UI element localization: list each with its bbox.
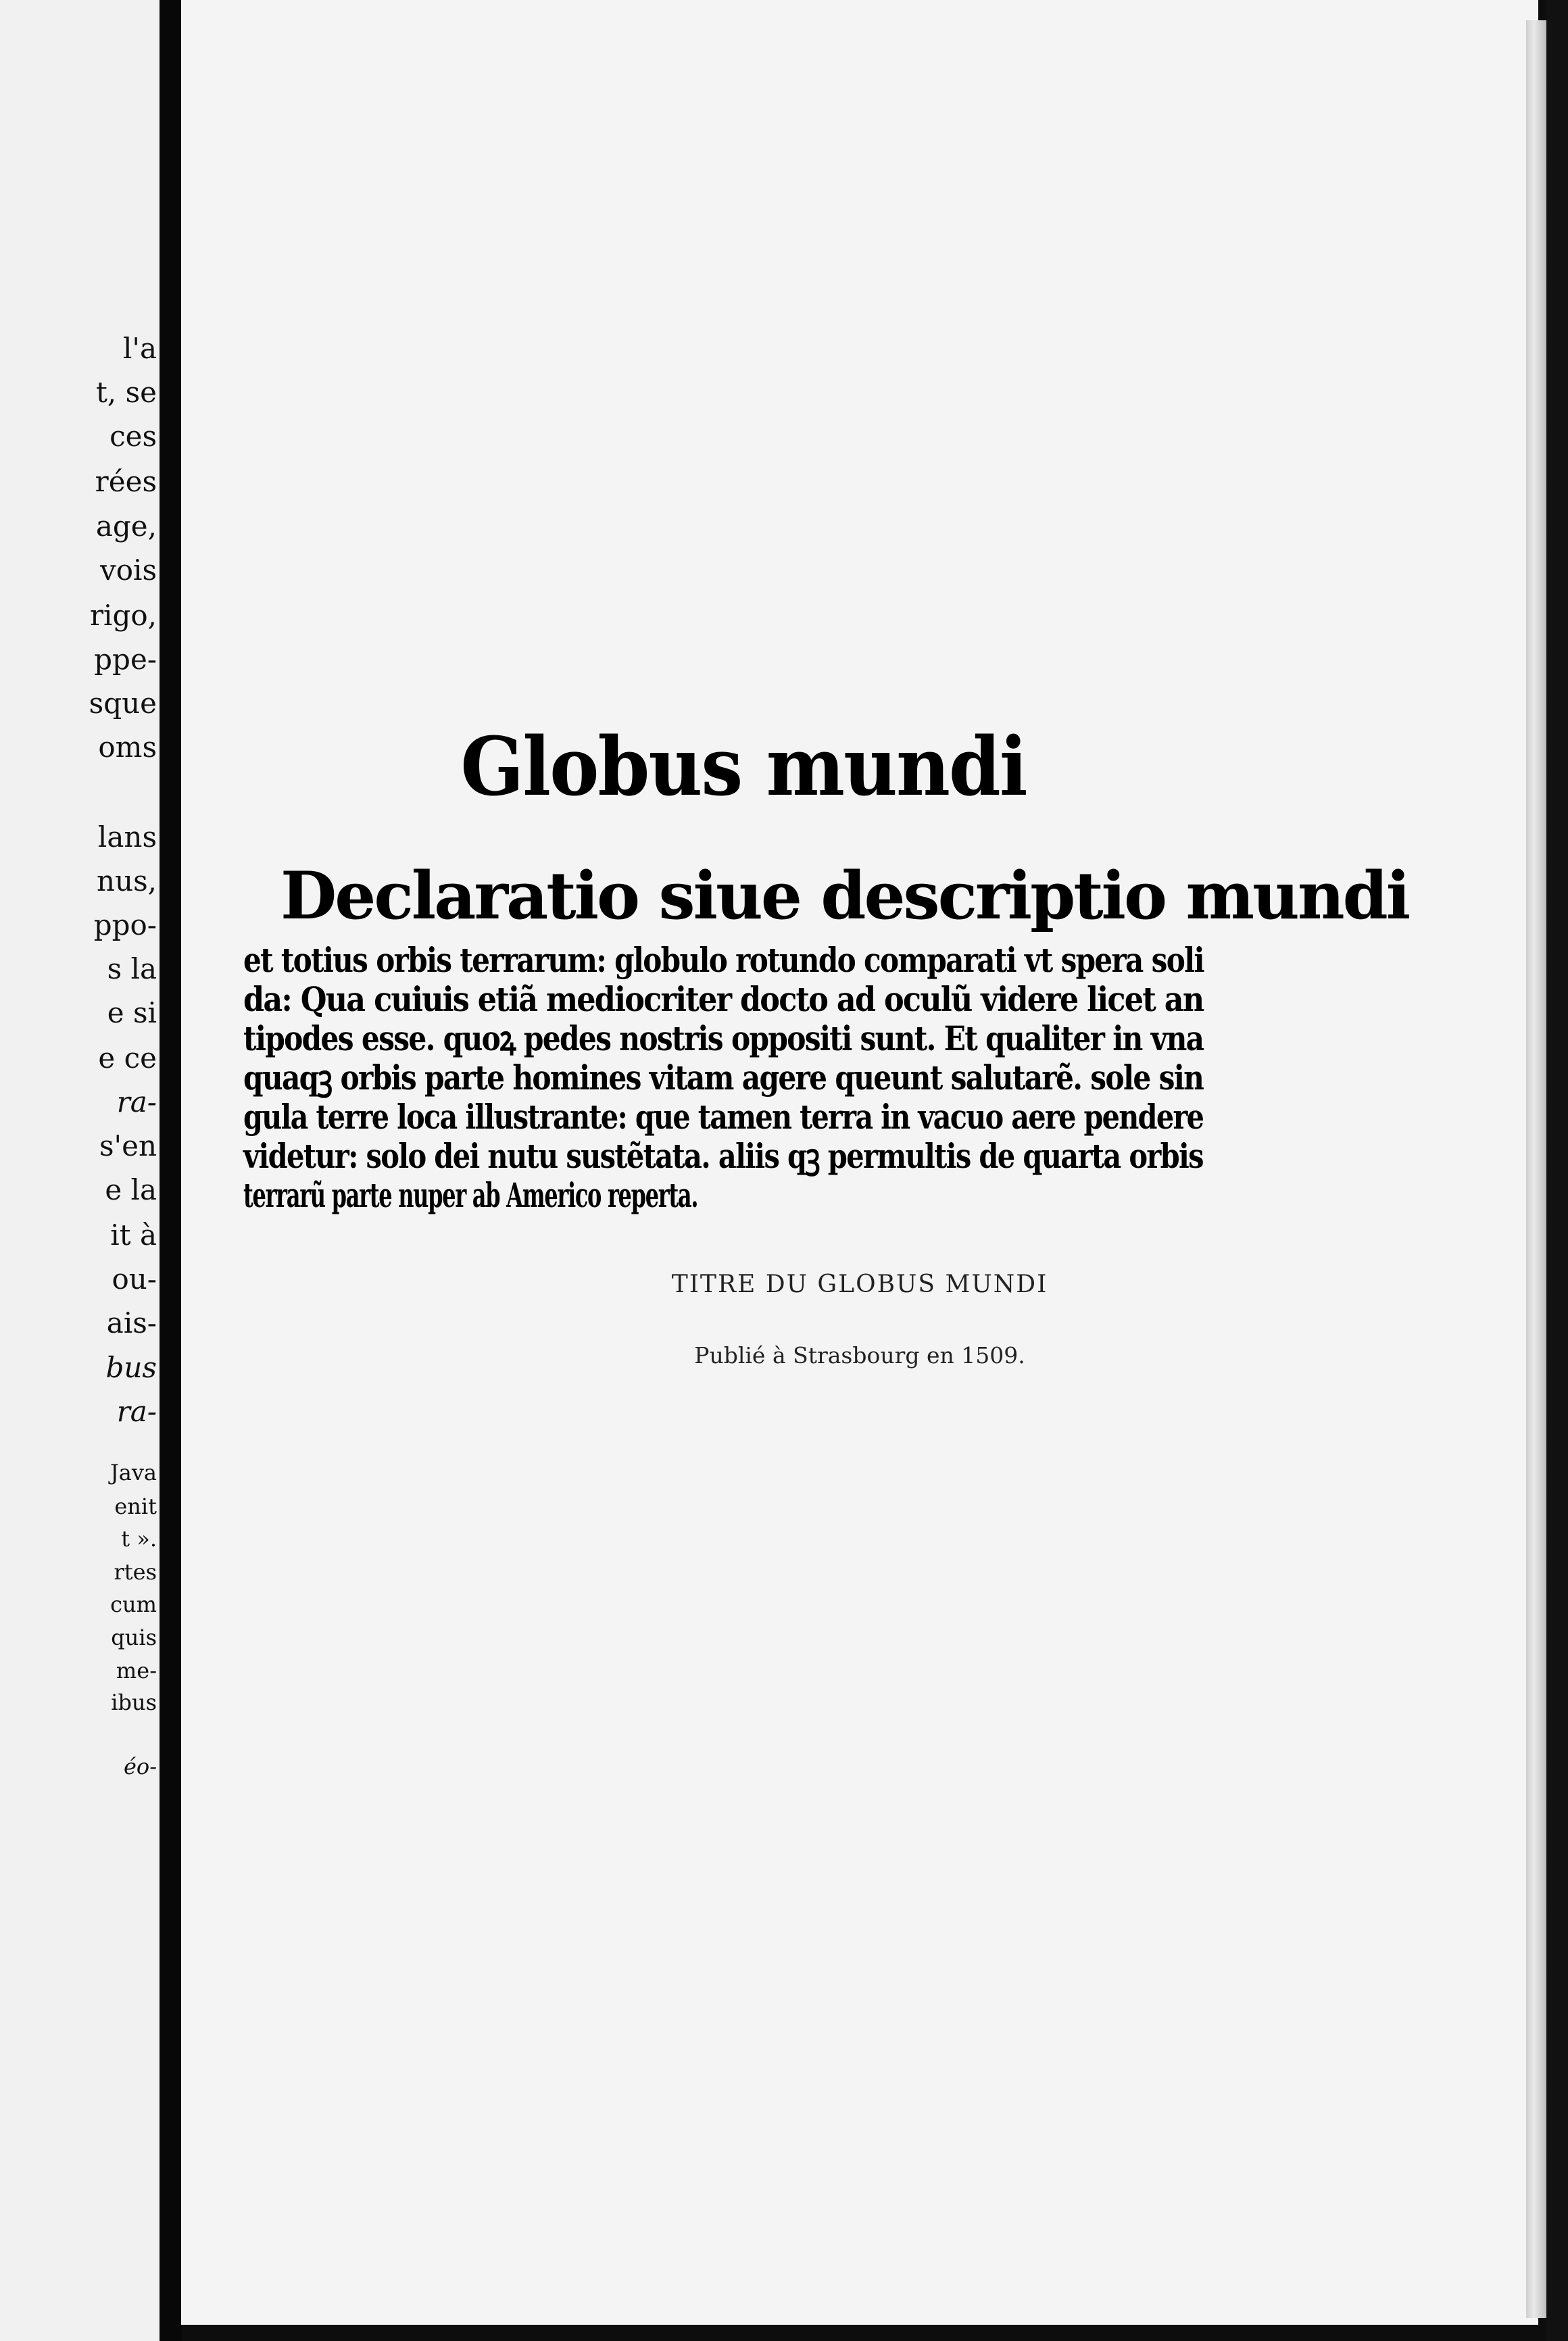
left-page-line: lans bbox=[97, 820, 157, 854]
left-page-line: l'a bbox=[122, 332, 157, 365]
left-page-line: oms bbox=[98, 731, 157, 764]
caption: TITRE DU GLOBUS MUNDI bbox=[671, 1271, 1048, 1298]
sub-caption: Publié à Strasbourg en 1509. bbox=[694, 1342, 1025, 1369]
left-page-line: vois bbox=[100, 553, 157, 587]
title-body-line: da: Qua cuiuis etiã mediocriter docto ad oculũ videre licet an bbox=[243, 979, 1204, 1019]
title-body-line: et totius orbis terrarum: globulo rotundo comparati vt spera soli bbox=[243, 940, 1204, 980]
left-facing-page bbox=[0, 0, 160, 2341]
left-page-line: e si bbox=[107, 996, 157, 1029]
left-page-line: t ». bbox=[121, 1526, 157, 1552]
left-page-line: bus bbox=[105, 1351, 157, 1384]
title-body-line: quaqꝫ orbis parte homines vitam agere queunt salutarẽ. sole sin bbox=[243, 1058, 1204, 1098]
left-page-line: ces bbox=[109, 420, 157, 453]
left-page-line: Java bbox=[109, 1460, 157, 1485]
left-page-line: éo- bbox=[123, 1754, 157, 1779]
left-page-line: nus, bbox=[96, 864, 157, 897]
left-page-line: rées bbox=[95, 465, 157, 498]
title-page-facsimile bbox=[243, 719, 1409, 1215]
title-subtitle: Declaratio siue descriptio mundi bbox=[280, 858, 1409, 934]
left-page-line: t, se bbox=[96, 376, 157, 409]
left-page-line: ais- bbox=[106, 1306, 157, 1339]
left-page-line: ra- bbox=[116, 1395, 157, 1428]
title-main: Globus mundi bbox=[460, 719, 1027, 814]
left-page-line: sque bbox=[89, 687, 157, 720]
title-body-line: videtur: solo dei nutu sustẽtata. aliis qꝫ permultis de quarta orbis bbox=[243, 1136, 1203, 1176]
left-page-line: me- bbox=[116, 1658, 157, 1683]
left-page-line: s'en bbox=[99, 1129, 157, 1162]
left-page-line: ppo- bbox=[93, 908, 157, 941]
title-body-line: tipodes esse. quoꝝ pedes nostris oppositi sunt. Et qualiter in vna bbox=[243, 1018, 1204, 1058]
left-page-line: e la bbox=[105, 1173, 157, 1206]
page-edge-shadow bbox=[1546, 0, 1568, 2341]
left-page-line: e ce bbox=[98, 1041, 157, 1075]
left-page-line: rtes bbox=[114, 1559, 157, 1585]
left-page-line: it à bbox=[110, 1218, 157, 1252]
left-page-line: enit bbox=[114, 1494, 157, 1519]
book-gutter bbox=[160, 0, 182, 2341]
left-page-line: quis bbox=[111, 1625, 157, 1650]
left-page-line: ou- bbox=[112, 1262, 157, 1296]
title-body-line: gula terre loca illustrante: que tamen terra in vacuo aere pendere bbox=[243, 1097, 1204, 1137]
left-page-line: age, bbox=[95, 510, 157, 543]
left-page-line: s la bbox=[107, 952, 157, 985]
left-page-line: rigo, bbox=[89, 599, 157, 632]
left-page-line: ibus bbox=[111, 1690, 157, 1715]
left-page-line: ra- bbox=[116, 1085, 157, 1118]
title-body-line: terrarũ parte nuper ab Americo reperta. bbox=[243, 1175, 698, 1215]
page-edge bbox=[1526, 20, 1546, 2318]
title-body bbox=[243, 941, 1203, 1215]
left-page-line: ppe- bbox=[94, 643, 157, 676]
left-page-line: cum bbox=[110, 1592, 157, 1617]
